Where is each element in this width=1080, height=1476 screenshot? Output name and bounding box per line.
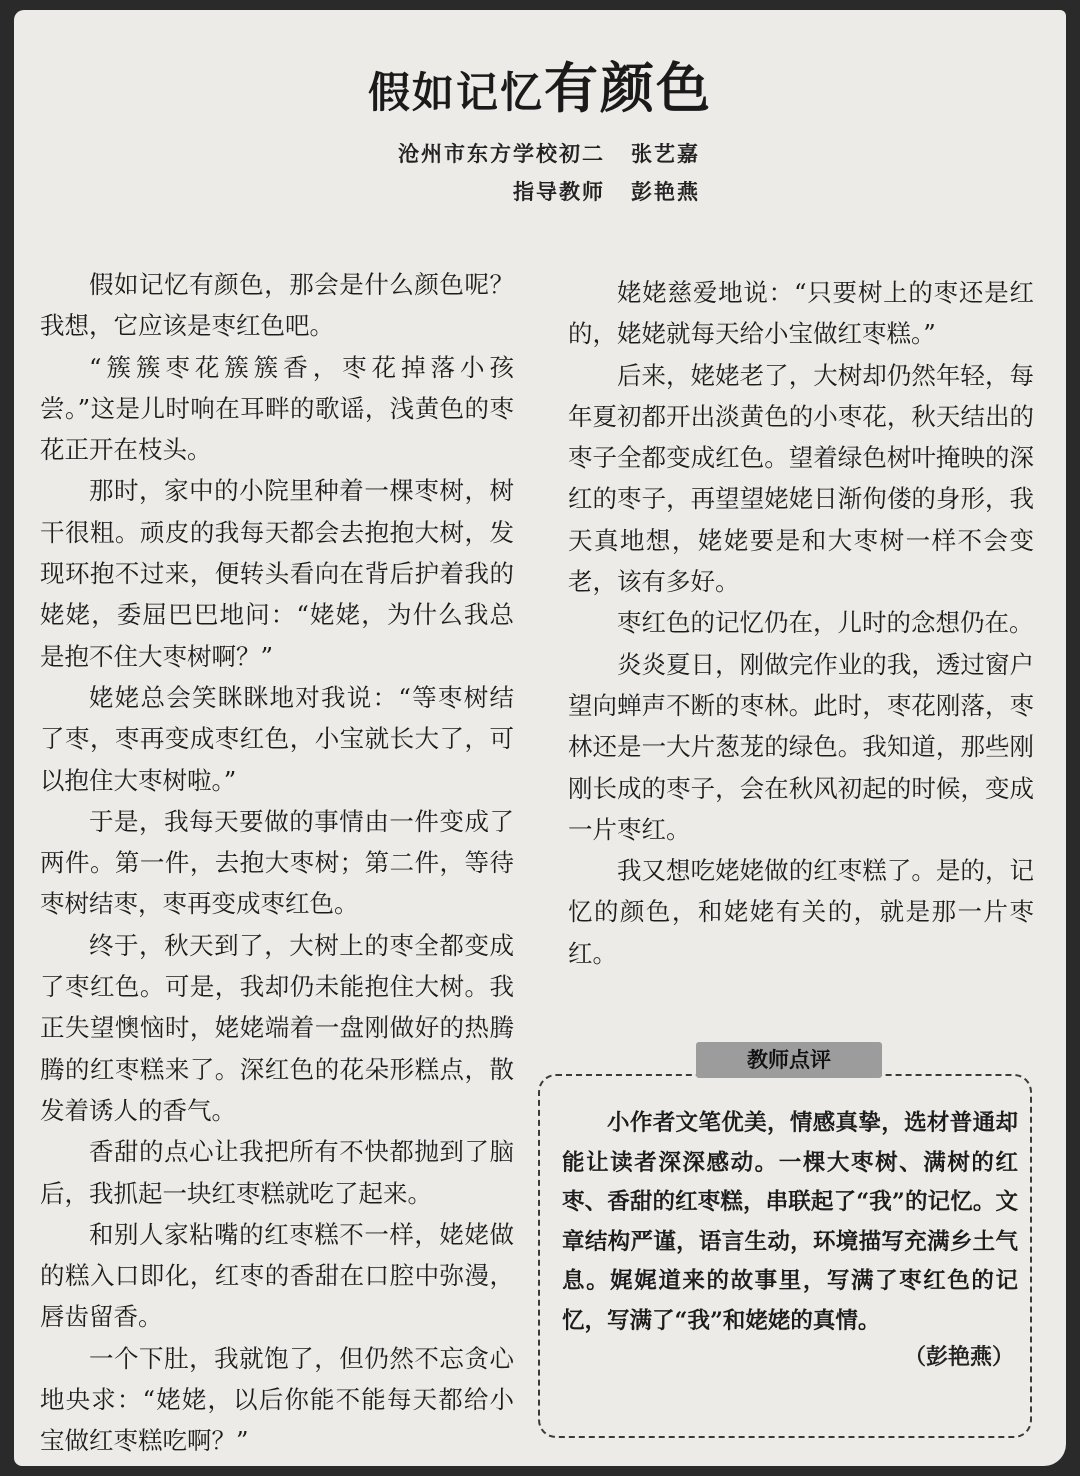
left-column (40, 264, 514, 1462)
teacher-review-text: 小作者文笔优美，情感真挚，选材普通却能让读者深深感动。一棵大枣树、满树的红枣、香甜的红枣糕，串联起了“我”的记忆。文章结构严谨，语言生动，环境描写充满乡土气息。娓娓道来的故事里，写满了枣红色的记忆，写满了“我”和姥姥的真情。 (562, 1110, 1018, 1334)
paragraph: 炎炎夏日，刚做完作业的我，透过窗户望向蝉声不断的枣林。此时，枣花刚落，枣林还是一大片葱茏的绿色。我知道，那些刚刚长成的枣子，会在秋风初起的时候，变成一片枣红。 (568, 649, 1034, 844)
paragraph: 枣红色的记忆仍在，儿时的念想仍在。 (617, 608, 1034, 638)
teacher-label: 指导教师 (513, 179, 605, 204)
magazine-page (14, 10, 1066, 1466)
paragraph: 和别人家粘嘴的红枣糕不一样，姥姥做的糕入口即化，红枣的香甜在口腔中弥漫，唇齿留香。 (40, 1219, 514, 1332)
paragraph: 假如记忆有颜色，那会是什么颜色呢？我想，它应该是枣红色吧。 (40, 270, 514, 341)
paragraph: 那时，家中的小院里种着一棵枣树，树干很粗。顽皮的我每天都会去抱抱大树，发现环抱不过来，便转头看向在背后护着我的姥姥，委屈巴巴地问：“姥姥，为什么我总是抱不住大枣树啊？” (40, 476, 514, 671)
author-school: 沧州市东方学校初二 (398, 141, 605, 166)
paragraph: 终于，秋天到了，大树上的枣全都变成了枣红色。可是，我却仍未能抱住大树。我正失望懊恼时，姥姥端着一盘刚做好的热腾腾的红枣糕来了。深红色的花朵形糕点，散发着诱人的香气。 (40, 930, 514, 1125)
teacher-name: 彭艳燕 (631, 179, 700, 204)
paragraph: 我又想吃姥姥做的红枣糕了。是的，记忆的颜色，和姥姥有关的，就是那一片枣红。 (568, 856, 1034, 968)
title-part-2: 有颜色 (544, 57, 712, 120)
author-byline (14, 138, 700, 168)
paragraph: 后来，姥姥老了，大树却仍然年轻，每年夏初都开出淡黄色的小枣花，秋天结出的枣子全都变成红色。望着绿色树叶掩映的深红的枣子，再望望姥姥日渐佝偻的身形，我天真地想，姥姥要是和大枣树一样不会变老，该有多好。 (568, 360, 1034, 597)
author-name: 张艺嘉 (631, 141, 700, 166)
paragraph: 一个下肚，我就饱了，但仍然不忘贪心地央求：“姥姥，以后你能不能每天都给小宝做红枣糕吃啊？” (40, 1343, 514, 1456)
title-part-1: 假如记忆 (367, 68, 544, 117)
paragraph: “簇簇枣花簇簇香，枣花掉落小孩尝。”这是儿时响在耳畔的歌谣，浅黄色的枣花正开在枝头。 (40, 352, 514, 465)
article-title (14, 46, 1066, 123)
paragraph: 于是，我每天要做的事情由一件变成了两件。第一件，去抱大枣树；第二件，等待枣树结枣，枣再变成枣红色。 (40, 806, 514, 919)
teacher-review-signature: （彭艳燕） (904, 1344, 1015, 1370)
teacher-byline (14, 176, 700, 206)
paragraph: 姥姥慈爱地说：“只要树上的枣还是红的，姥姥就每天给小宝做红枣糕。” (568, 278, 1034, 349)
paragraph: 香甜的点心让我把所有不快都抛到了脑后，我抓起一块红枣糕就吃了起来。 (40, 1137, 514, 1208)
right-column (568, 272, 1034, 974)
teacher-review-label: 教师点评 (696, 1042, 882, 1078)
paragraph: 姥姥总会笑眯眯地对我说：“等枣树结了枣，枣再变成枣红色，小宝就长大了，可以抱住大枣树啦。” (40, 682, 514, 795)
